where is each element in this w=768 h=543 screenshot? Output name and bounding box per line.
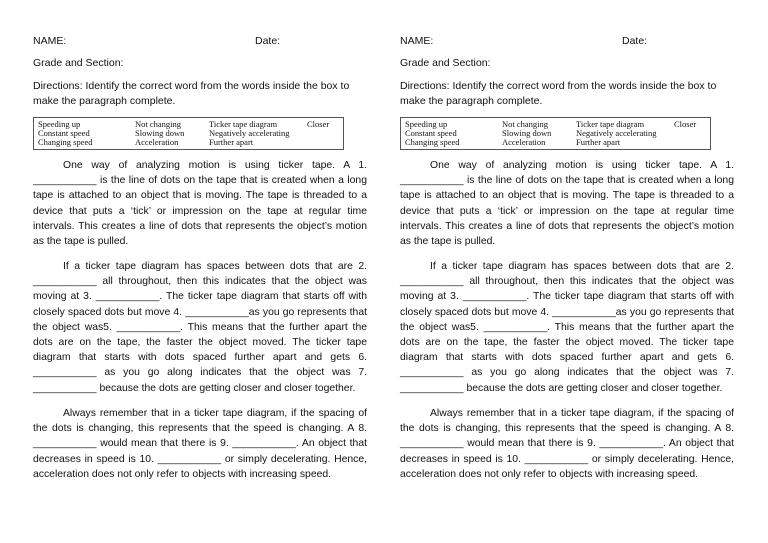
date-label: Date: xyxy=(622,35,648,47)
word-box xyxy=(33,117,344,150)
word-choice: Acceleration xyxy=(135,137,179,147)
paragraph-1: One way of analyzing motion is using ticker tape. A 1. ___________ is the line of dots on the tape that is created when a long tape is attached to an object that is moving. The tape is threaded to a device that puts a ‘tick’ or impression on the tape at regular time intervals. This creates a line of dots that represents the object’s motion as the tape is pulled. xyxy=(400,160,734,248)
directions-text: Directions: Identify the correct word from the words inside the box to make the paragraph complete. xyxy=(33,80,350,107)
grade-section-label: Grade and Section: xyxy=(33,57,124,69)
word-choice: Negatively accelerating xyxy=(209,128,290,138)
paragraph-1: One way of analyzing motion is using ticker tape. A 1. ___________ is the line of dots on the tape that is created when a long tape is attached to an object that is moving. The tape is threaded to a device that puts a ‘tick’ or impression on the tape at regular time intervals. This creates a line of dots that represents the object’s motion as the tape is pulled. xyxy=(33,160,367,248)
word-choice: Negatively accelerating xyxy=(576,128,657,138)
word-choice: Not changing xyxy=(135,119,182,129)
directions-text: Directions: Identify the correct word from the words inside the box to make the paragraph complete. xyxy=(400,80,717,107)
name-label: NAME: xyxy=(400,35,434,47)
word-choice: Changing speed xyxy=(38,137,93,147)
word-choice: Constant speed xyxy=(38,128,90,138)
paragraph-3: Always remember that in a ticker tape diagram, if the spacing of the dots is changing, this represents that the speed is changing. A 8. ___________ would mean that there is 9. ___________. An object that decreases in speed is 10. ___________ or simply decelerating. Hence, acceleration does not only refer to objects with increasing speed. xyxy=(33,408,367,480)
word-choice: Closer xyxy=(674,119,697,129)
name-label: NAME: xyxy=(33,35,67,47)
word-choice: Further apart xyxy=(209,137,254,147)
word-choice: Changing speed xyxy=(405,137,460,147)
word-box xyxy=(400,117,711,150)
date-label: Date: xyxy=(255,35,281,47)
word-choice: Not changing xyxy=(502,119,549,129)
paragraph-3: Always remember that in a ticker tape diagram, if the spacing of the dots is changing, this represents that the speed is changing. A 8. ___________ would mean that there is 9. ___________. An object that decreases in speed is 10. ___________ or simply decelerating. Hence, acceleration does not only refer to objects with increasing speed. xyxy=(400,408,734,480)
word-choice: Constant speed xyxy=(405,128,457,138)
word-choice: Closer xyxy=(307,119,330,129)
word-choice: Slowing down xyxy=(135,128,185,138)
word-choice: Further apart xyxy=(576,137,621,147)
word-choice: Acceleration xyxy=(502,137,546,147)
word-choice: Slowing down xyxy=(502,128,552,138)
word-choice: Speeding up xyxy=(405,119,448,129)
word-choice: Speeding up xyxy=(38,119,81,129)
paragraph-2: If a ticker tape diagram has spaces between dots that are 2. ___________ all throughout, then this indicates that the object was moving at 3. ___________. The ticker tape diagram that starts off with closely spaced dots but move 4. ___________as you go represents that the object was5. ___________. This means that the further apart the dots are on the tape, the faster the object moved. The ticker tape diagram that starts with dots spaced further apart and gets 6. ___________ as you go along indicates that the object was 7. ___________ because the dots are getting closer and closer together. xyxy=(400,261,734,394)
word-choice: Ticker tape diagram xyxy=(209,119,278,129)
word-choice: Ticker tape diagram xyxy=(576,119,645,129)
paragraph-2: If a ticker tape diagram has spaces between dots that are 2. ___________ all throughout, then this indicates that the object was moving at 3. ___________. The ticker tape diagram that starts off with closely spaced dots but move 4. ___________as you go represents that the object was5. ___________. This means that the further apart the dots are on the tape, the faster the object moved. The ticker tape diagram that starts with dots spaced further apart and gets 6. ___________ as you go along indicates that the object was 7. ___________ because the dots are getting closer and closer together. xyxy=(33,261,367,394)
grade-section-label: Grade and Section: xyxy=(400,57,491,69)
